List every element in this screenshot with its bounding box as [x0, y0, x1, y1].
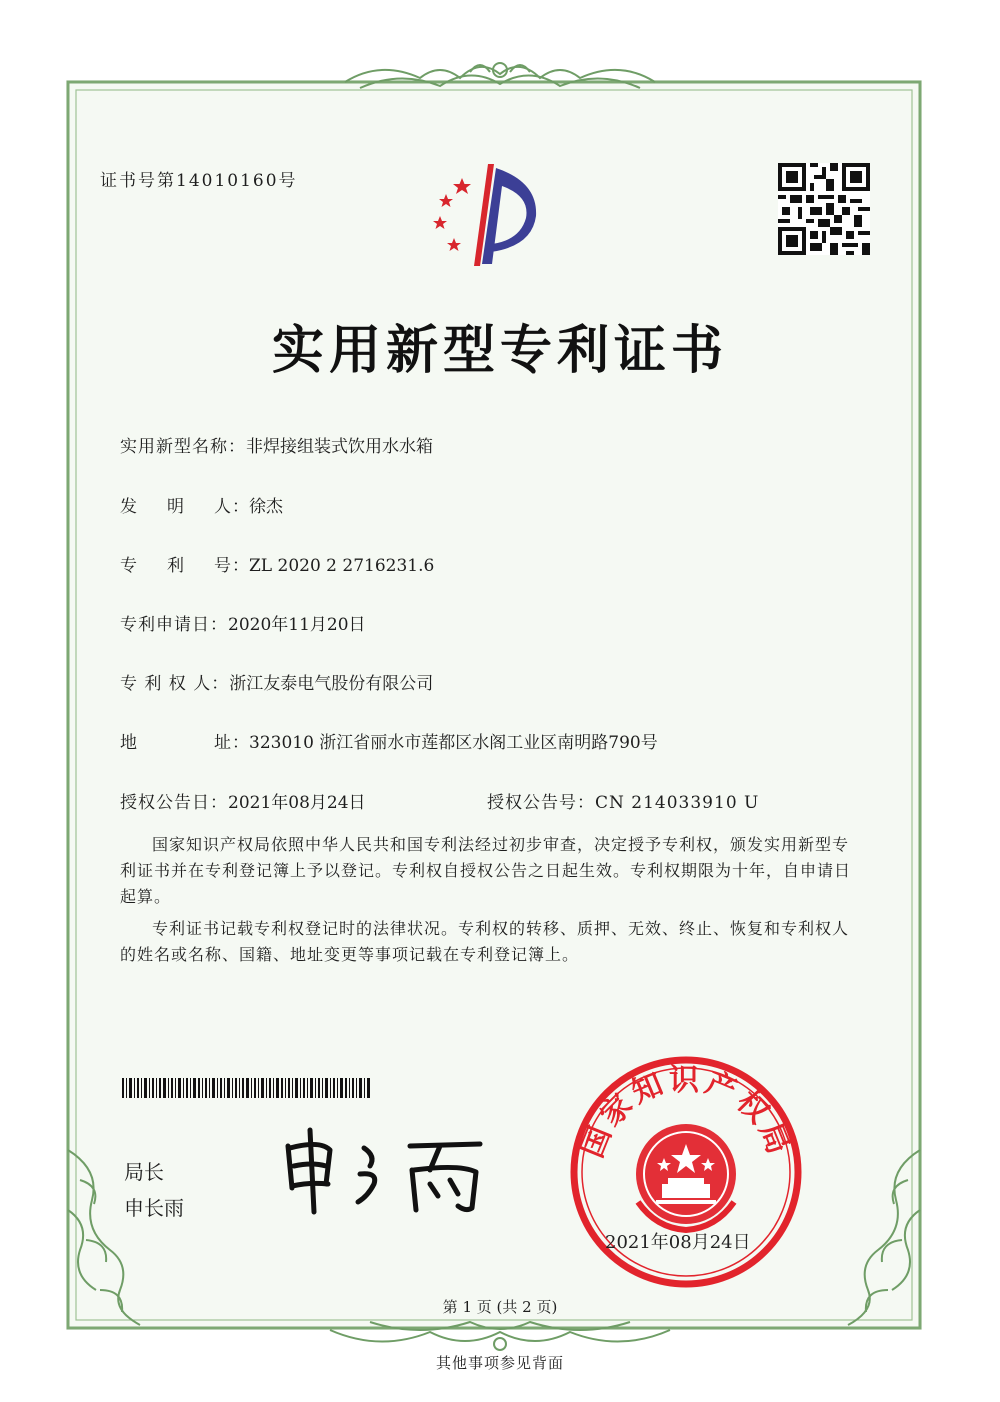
field-grant-date: [120, 788, 366, 813]
field-label: 授权公告号：: [487, 793, 595, 813]
field-label: 授权公告日：: [120, 793, 228, 813]
field-value: CN 214033910 U: [595, 793, 760, 813]
field-label: 地 址: [120, 733, 232, 753]
field-label: 实用新型名称：: [120, 437, 246, 457]
field-label: 专 利 权 人：: [120, 674, 230, 694]
cnipa-logo-icon: [418, 156, 538, 276]
field-value: ：ZL 2020 2 2716231.6: [232, 556, 435, 576]
field-value: 浙江友泰电气股份有限公司: [229, 674, 434, 694]
footer-note: 其他事项参见背面: [435, 1354, 564, 1372]
field-patentee: [120, 669, 433, 694]
handwritten-signature-icon: [280, 1126, 500, 1216]
field-label: 发 明 人: [120, 497, 232, 517]
page-number: 第 1 页 (共 2 页): [442, 1298, 558, 1316]
field-label: 专利申请日：: [120, 615, 228, 635]
seal-text: 国家知识产权局: [574, 1063, 798, 1163]
body-paragraph-2: 专利证书记载专利权登记时的法律状况。专利权的转移、质押、无效、终止、恢复和专利权人的姓名或名称、国籍、地址变更等事项记载在专利登记簿上。: [120, 919, 850, 964]
field-value: ：徐杰: [232, 497, 283, 517]
field-value: 2021年08月24日: [228, 793, 366, 813]
field-value: ：323010 浙江省丽水市莲都区水阁工业区南明路790号: [232, 733, 658, 753]
qr-code-icon: [778, 163, 870, 255]
barcode-icon: [122, 1078, 370, 1098]
field-address: [120, 728, 658, 753]
body-paragraph-1: 国家知识产权局依照中华人民共和国专利法经过初步审查，决定授予专利权，颁发实用新型专利证书并在专利登记簿上予以登记。专利权自授权公告之日起生效。专利权期限为十年，自申请日起算。: [120, 835, 852, 906]
field-value: 2020年11月20日: [228, 615, 366, 635]
field-grant-number: [487, 788, 759, 813]
official-seal-icon: [566, 1052, 806, 1292]
field-patent-number: [120, 551, 434, 576]
page-title: 实用新型专利证书: [271, 320, 728, 381]
certificate-number: 证书号第14010160号: [100, 171, 298, 191]
field-value: 非焊接组装式饮用水水箱: [246, 437, 433, 457]
field-utility-model-name: [120, 432, 433, 457]
field-inventor: [120, 492, 283, 517]
field-label: 专 利 号: [120, 556, 232, 576]
director-name: 申长雨: [124, 1196, 184, 1220]
director-title: 局长: [124, 1160, 164, 1184]
seal-date: 2021年08月24日: [605, 1232, 751, 1253]
field-filing-date: [120, 610, 366, 635]
